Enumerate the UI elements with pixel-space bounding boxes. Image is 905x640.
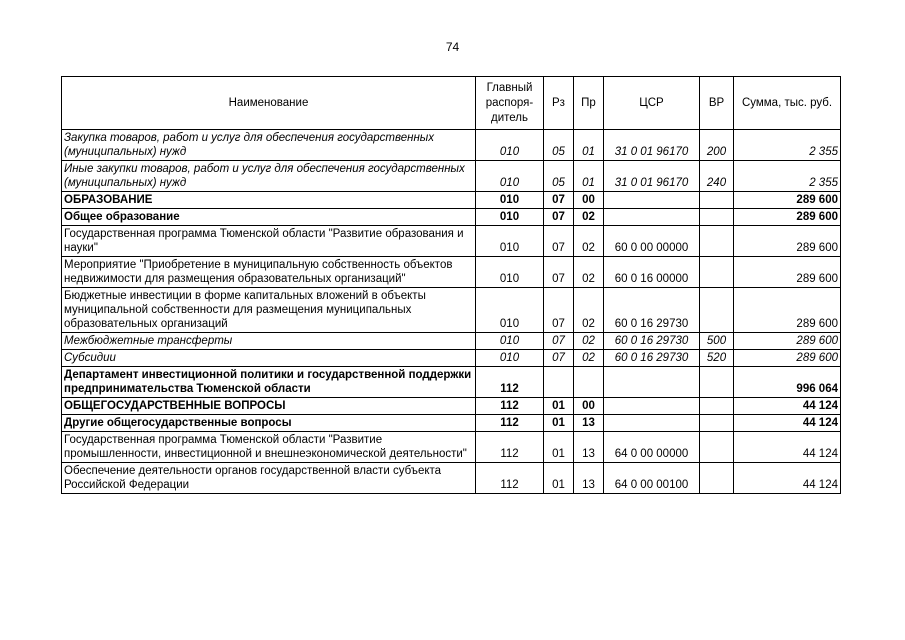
cell-target-article bbox=[604, 415, 700, 432]
cell-main-manager: 010 bbox=[476, 209, 544, 226]
cell-subsection: 02 bbox=[574, 226, 604, 257]
cell-main-manager: 112 bbox=[476, 432, 544, 463]
cell-sum: 44 124 bbox=[734, 398, 841, 415]
cell-subsection bbox=[574, 367, 604, 398]
cell-expense-type bbox=[700, 432, 734, 463]
cell-expense-type bbox=[700, 398, 734, 415]
cell-section: 01 bbox=[544, 398, 574, 415]
cell-target-article: 64 0 00 00100 bbox=[604, 463, 700, 494]
cell-target-article: 31 0 01 96170 bbox=[604, 130, 700, 161]
cell-subsection: 02 bbox=[574, 350, 604, 367]
cell-subsection: 13 bbox=[574, 415, 604, 432]
cell-subsection: 00 bbox=[574, 398, 604, 415]
cell-sum: 289 600 bbox=[734, 288, 841, 333]
table-row bbox=[62, 415, 841, 432]
cell-expense-type bbox=[700, 226, 734, 257]
cell-section: 07 bbox=[544, 333, 574, 350]
cell-target-article: 64 0 00 00000 bbox=[604, 432, 700, 463]
cell-main-manager: 010 bbox=[476, 130, 544, 161]
cell-section: 07 bbox=[544, 209, 574, 226]
cell-expense-type bbox=[700, 257, 734, 288]
cell-sum: 289 600 bbox=[734, 209, 841, 226]
cell-expense-type: 520 bbox=[700, 350, 734, 367]
cell-target-article bbox=[604, 192, 700, 209]
cell-section: 07 bbox=[544, 350, 574, 367]
cell-expense-type bbox=[700, 463, 734, 494]
header-subsection: Пр bbox=[574, 77, 604, 130]
cell-target-article: 60 0 16 29730 bbox=[604, 288, 700, 333]
cell-sum: 44 124 bbox=[734, 415, 841, 432]
cell-sum: 44 124 bbox=[734, 463, 841, 494]
table-row bbox=[62, 367, 841, 398]
header-expense-type: ВР bbox=[700, 77, 734, 130]
cell-subsection: 01 bbox=[574, 161, 604, 192]
table-row bbox=[62, 257, 841, 288]
cell-expense-type bbox=[700, 288, 734, 333]
cell-target-article: 60 0 16 29730 bbox=[604, 333, 700, 350]
cell-target-article bbox=[604, 398, 700, 415]
cell-main-manager: 112 bbox=[476, 367, 544, 398]
cell-expense-type: 240 bbox=[700, 161, 734, 192]
cell-subsection: 00 bbox=[574, 192, 604, 209]
budget-table bbox=[61, 76, 841, 494]
cell-section bbox=[544, 367, 574, 398]
cell-sum: 289 600 bbox=[734, 333, 841, 350]
cell-section: 07 bbox=[544, 257, 574, 288]
cell-name: ОБЩЕГОСУДАРСТВЕННЫЕ ВОПРОСЫ bbox=[62, 398, 476, 415]
cell-expense-type: 500 bbox=[700, 333, 734, 350]
table-row bbox=[62, 398, 841, 415]
cell-main-manager: 010 bbox=[476, 161, 544, 192]
cell-subsection: 02 bbox=[574, 257, 604, 288]
cell-name: Иные закупки товаров, работ и услуг для обеспечения государственных (муниципальных) нужд bbox=[62, 161, 476, 192]
cell-section: 07 bbox=[544, 288, 574, 333]
cell-sum: 2 355 bbox=[734, 161, 841, 192]
cell-target-article: 60 0 00 00000 bbox=[604, 226, 700, 257]
cell-expense-type bbox=[700, 192, 734, 209]
cell-name: Закупка товаров, работ и услуг для обеспечения государственных (муниципальных) нужд bbox=[62, 130, 476, 161]
cell-name: ОБРАЗОВАНИЕ bbox=[62, 192, 476, 209]
table-row bbox=[62, 463, 841, 494]
table-row bbox=[62, 130, 841, 161]
cell-section: 01 bbox=[544, 415, 574, 432]
cell-expense-type bbox=[700, 367, 734, 398]
table-row bbox=[62, 226, 841, 257]
cell-sum: 2 355 bbox=[734, 130, 841, 161]
cell-main-manager: 112 bbox=[476, 415, 544, 432]
cell-name: Межбюджетные трансферты bbox=[62, 333, 476, 350]
cell-subsection: 02 bbox=[574, 209, 604, 226]
cell-expense-type: 200 bbox=[700, 130, 734, 161]
cell-section: 01 bbox=[544, 432, 574, 463]
header-section: Рз bbox=[544, 77, 574, 130]
cell-main-manager: 010 bbox=[476, 192, 544, 209]
table-row bbox=[62, 288, 841, 333]
cell-target-article: 31 0 01 96170 bbox=[604, 161, 700, 192]
page-number: 74 bbox=[445, 40, 460, 54]
cell-main-manager: 010 bbox=[476, 288, 544, 333]
header-target-article: ЦСР bbox=[604, 77, 700, 130]
header-main-manager: Главный распоря-дитель bbox=[476, 77, 544, 130]
cell-sum: 996 064 bbox=[734, 367, 841, 398]
table-row bbox=[62, 161, 841, 192]
cell-sum: 289 600 bbox=[734, 257, 841, 288]
cell-sum: 44 124 bbox=[734, 432, 841, 463]
cell-main-manager: 112 bbox=[476, 463, 544, 494]
header-sum: Сумма, тыс. руб. bbox=[734, 77, 841, 130]
cell-expense-type bbox=[700, 415, 734, 432]
cell-section: 07 bbox=[544, 226, 574, 257]
cell-section: 05 bbox=[544, 130, 574, 161]
cell-name: Общее образование bbox=[62, 209, 476, 226]
cell-sum: 289 600 bbox=[734, 226, 841, 257]
cell-main-manager: 010 bbox=[476, 333, 544, 350]
table-row bbox=[62, 432, 841, 463]
cell-target-article bbox=[604, 209, 700, 226]
cell-main-manager: 112 bbox=[476, 398, 544, 415]
cell-name: Субсидии bbox=[62, 350, 476, 367]
cell-name: Мероприятие "Приобретение в муниципальную собственность объектов недвижимости для размещения образовательных организаций" bbox=[62, 257, 476, 288]
cell-name: Другие общегосударственные вопросы bbox=[62, 415, 476, 432]
cell-target-article: 60 0 16 29730 bbox=[604, 350, 700, 367]
cell-name: Бюджетные инвестиции в форме капитальных вложений в объекты муниципальной собственности для размещения муниципальных образовательных организаций bbox=[62, 288, 476, 333]
table-row bbox=[62, 192, 841, 209]
cell-section: 01 bbox=[544, 463, 574, 494]
cell-sum: 289 600 bbox=[734, 192, 841, 209]
cell-section: 05 bbox=[544, 161, 574, 192]
cell-name: Департамент инвестиционной политики и государственной поддержки предпринимательства Тюменской области bbox=[62, 367, 476, 398]
cell-subsection: 02 bbox=[574, 333, 604, 350]
cell-name: Обеспечение деятельности органов государственной власти субъекта Российской Федерации bbox=[62, 463, 476, 494]
table-header-row bbox=[62, 77, 841, 130]
cell-name: Государственная программа Тюменской области "Развитие промышленности, инвестиционной и внешнеэкономической деятельности" bbox=[62, 432, 476, 463]
cell-target-article: 60 0 16 00000 bbox=[604, 257, 700, 288]
cell-expense-type bbox=[700, 209, 734, 226]
table-row bbox=[62, 333, 841, 350]
cell-sum: 289 600 bbox=[734, 350, 841, 367]
cell-main-manager: 010 bbox=[476, 226, 544, 257]
cell-name: Государственная программа Тюменской области "Развитие образования и науки" bbox=[62, 226, 476, 257]
cell-main-manager: 010 bbox=[476, 257, 544, 288]
cell-subsection: 13 bbox=[574, 432, 604, 463]
cell-subsection: 02 bbox=[574, 288, 604, 333]
cell-section: 07 bbox=[544, 192, 574, 209]
cell-main-manager: 010 bbox=[476, 350, 544, 367]
table-row bbox=[62, 209, 841, 226]
cell-target-article bbox=[604, 367, 700, 398]
cell-subsection: 01 bbox=[574, 130, 604, 161]
header-name: Наименование bbox=[62, 77, 476, 130]
cell-subsection: 13 bbox=[574, 463, 604, 494]
table-row bbox=[62, 350, 841, 367]
